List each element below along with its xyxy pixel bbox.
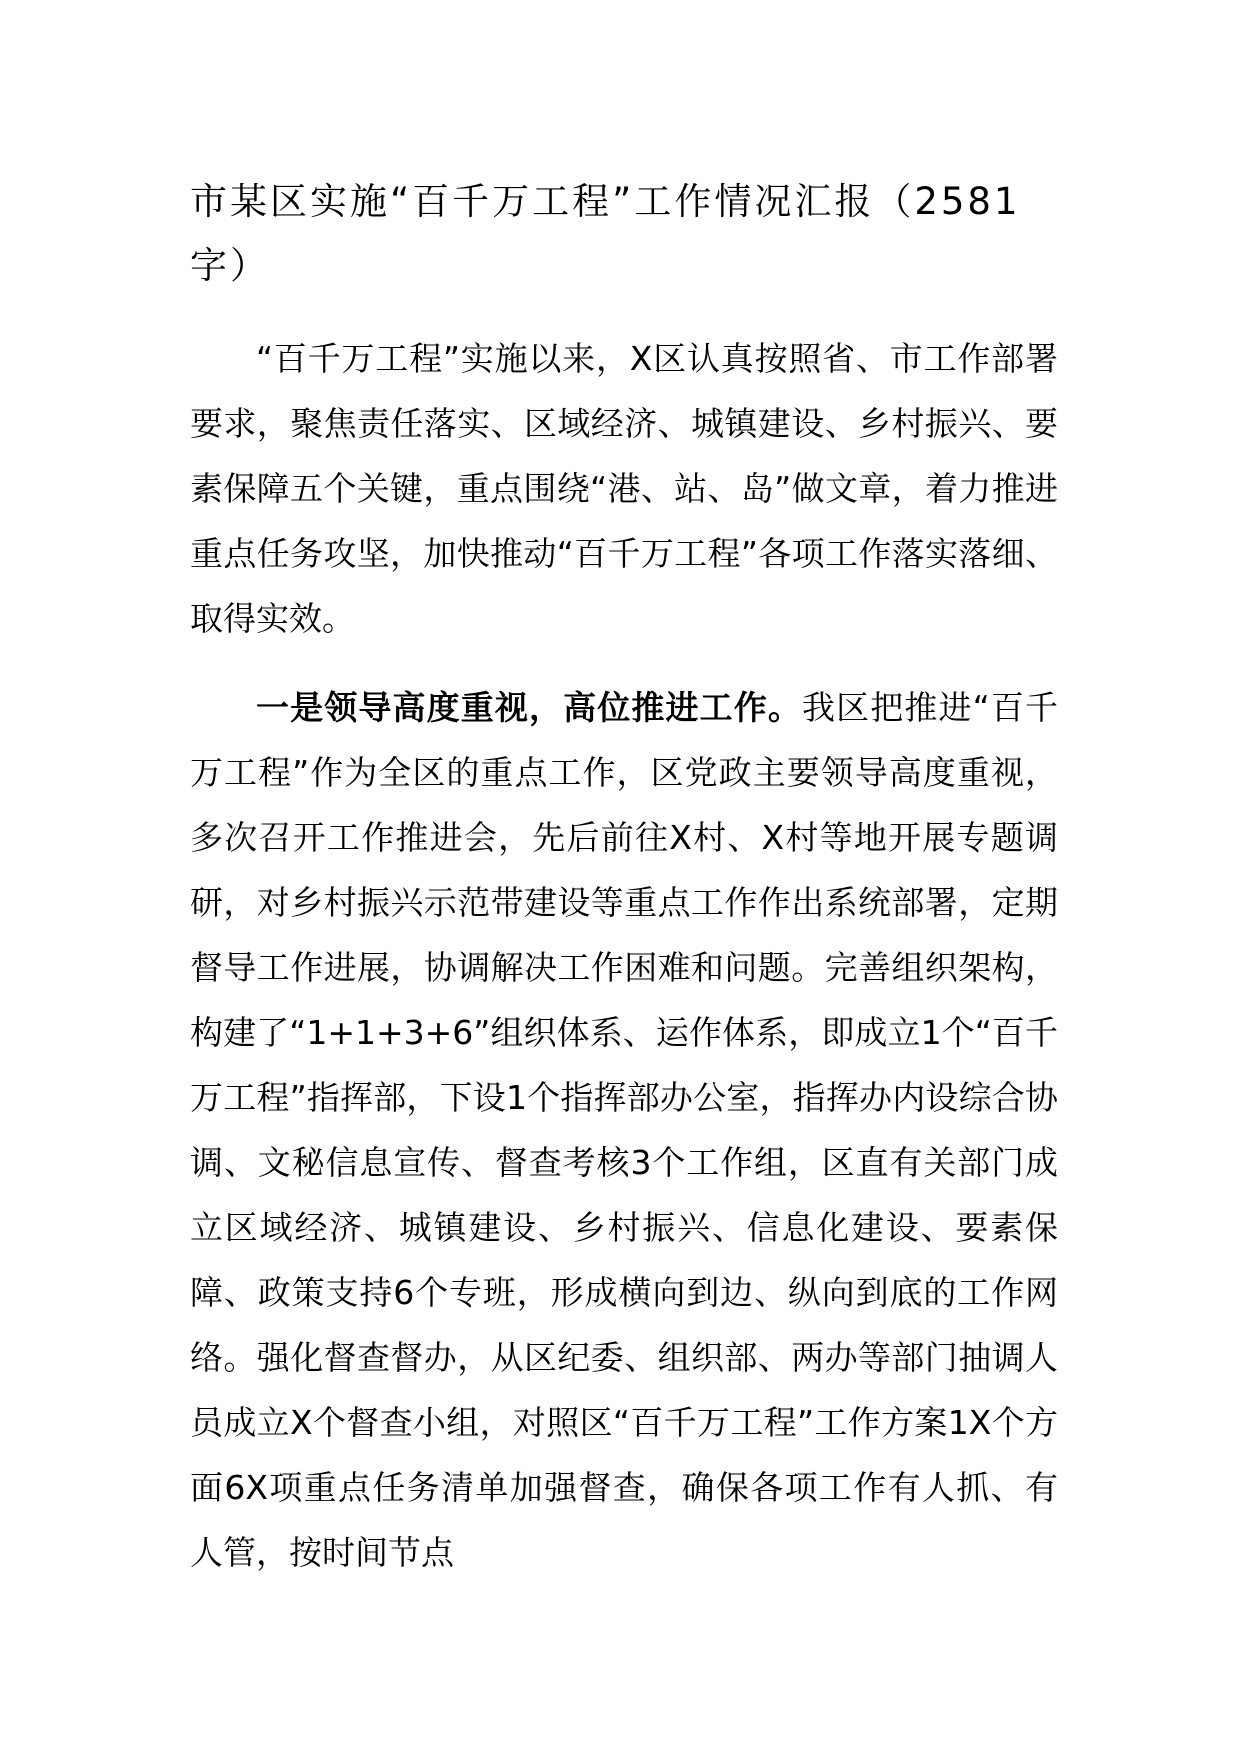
paragraph-leadership-text: 我区把推进“百千万工程”作为全区的重点工作，区党政主要领导高度重视，多次召开工作推进会，先后前往X村、X村等地开展专题调研，对乡村振兴示范带建设等重点工作作出系统部署，定期督导工作进展，协调解决工作困难和问题。完善组织架构，构建了“1+1+3+6”组织体系、运作体系，即成立1个“百千万工程”指挥部，下设1个指挥部办公室，指挥办内设综合协调、文秘信息宣传、督查考核3个工作组，区直有关部门成立区域经济、城镇建设、乡村振兴、信息化建设、要素保障、政策支持6个专班，形成横向到边、纵向到底的工作网络。强化督查督办，从区纪委、组织部、两办等部门抽调人员成立X个督查小组，对照区“百千万工程”工作方案1X个方面6X项重点任务清单加强督查，确保各项工作有人抓、有人管，按时间节点: [190, 688, 1058, 1572]
document-title: 市某区实施“百千万工程”工作情况汇报（2581字）: [190, 180, 1021, 287]
paragraph-leadership-lead: 一是领导高度重视，高位推进工作。: [256, 688, 803, 727]
paragraph-leadership: [190, 675, 1058, 1585]
document-page: [190, 170, 1058, 1609]
paragraph-intro: [190, 326, 1058, 651]
paragraph-intro-text: “百千万工程”实施以来，X区认真按照省、市工作部署要求，聚焦责任落实、区域经济、城镇建设、乡村振兴、要素保障五个关键，重点围绕“港、站、岛”做文章，着力推进重点任务攻坚，加快推动“百千万工程”各项工作落实落细、取得实效。: [190, 339, 1058, 638]
